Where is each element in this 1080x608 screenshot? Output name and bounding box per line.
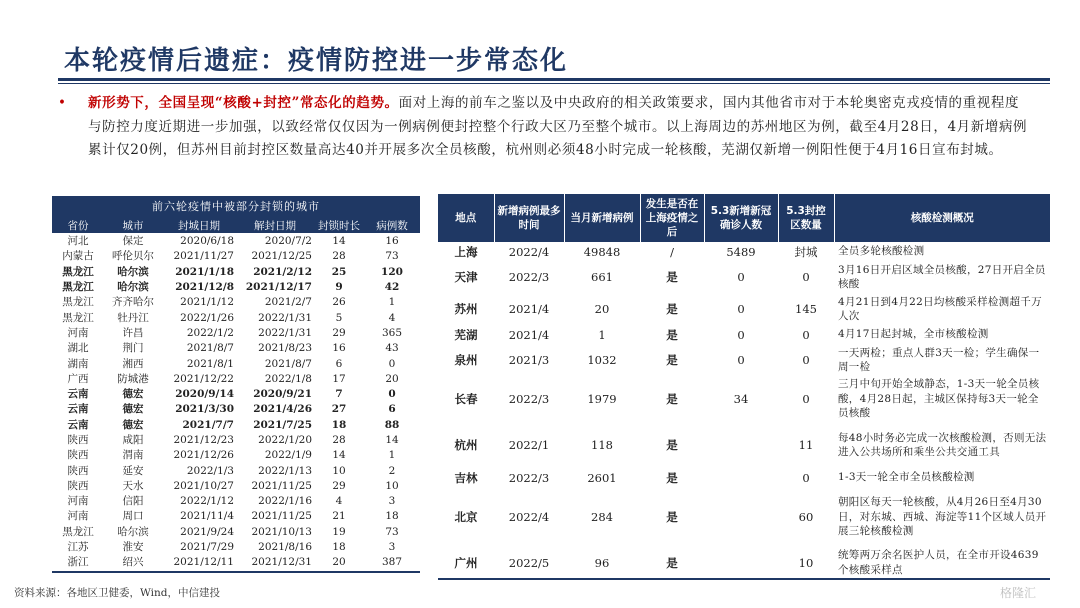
table-cell: 德宏	[122, 418, 144, 431]
table-cell: 21	[332, 510, 346, 523]
table-cell: 防城港	[117, 372, 149, 385]
table-cell: 2021/10/27	[173, 479, 234, 492]
table-cell: 7	[335, 388, 343, 401]
table-cell: 5	[335, 311, 343, 324]
table-cell: 广西	[67, 372, 89, 385]
table-cell: 2022/1	[508, 438, 550, 452]
table-cell: 是	[666, 302, 678, 316]
city-testing-header-cell: 5.3封控区数量	[778, 194, 834, 242]
table-cell: 黑龙江	[62, 281, 94, 294]
table-cell: 2022/3	[508, 392, 550, 406]
table-cell: 60	[798, 510, 814, 524]
table-cell: 广州	[438, 547, 494, 579]
table-cell: 2021/12/23	[173, 434, 234, 446]
table-cell: 20	[314, 555, 364, 571]
city-testing-header-cell: 核酸检测概况	[834, 194, 1050, 242]
table-cell: 73	[385, 525, 399, 538]
table-cell: 0	[737, 327, 745, 342]
table-cell: 每48小时务必完成一次核酸检测，否则无法进入公共场所和乘坐公共交通工具	[838, 431, 1047, 458]
table-cell: 3月16日开启区域全员核酸，27日开启全员核酸	[838, 263, 1046, 290]
table-cell: 2021/2/7	[264, 296, 312, 309]
table-cell: 11	[798, 438, 814, 452]
table-cell: 29	[332, 479, 346, 492]
table-cell: 渭南	[122, 449, 144, 462]
table-cell: 10	[778, 547, 834, 579]
table-cell: 18	[385, 510, 399, 523]
table-cell: 湖北	[67, 342, 89, 355]
table-row	[52, 448, 420, 463]
table-cell: 118	[591, 438, 613, 452]
table-cell: 2020/6/18	[180, 235, 234, 248]
table-cell: 2022/1/9	[264, 449, 312, 462]
table-row	[438, 487, 1050, 547]
table-cell	[704, 468, 778, 487]
table-cell: 2021/8/1	[186, 357, 234, 370]
table-cell	[704, 422, 778, 468]
table-cell: 2022/3	[508, 270, 550, 284]
table-cell: 2021/4	[508, 327, 550, 342]
table-row	[52, 326, 420, 341]
table-cell: 6	[388, 403, 396, 416]
table-cell: 0	[802, 327, 810, 342]
table-cell: 34	[733, 392, 749, 406]
table-cell: 德宏	[122, 388, 144, 401]
table-cell: 0	[802, 392, 810, 406]
table-cell: 0	[737, 270, 745, 284]
table-cell: 是	[666, 392, 678, 406]
table-cell: 云南	[67, 418, 89, 431]
city-testing-header-cell: 5.3新增新冠确诊人数	[704, 194, 778, 242]
table-cell: 1-3天一轮全市全员核酸检测	[838, 471, 975, 484]
table-cell: 周口	[122, 510, 144, 523]
table-cell: 2021/12/11	[162, 555, 236, 571]
table-row	[438, 242, 1050, 261]
watermark-logo: 格隆汇	[1000, 586, 1037, 600]
table-cell: 北京	[454, 510, 478, 524]
table-cell: 2021/1/18	[175, 265, 234, 278]
table-cell: 咸阳	[122, 434, 144, 446]
table-row	[438, 293, 1050, 325]
table-cell: 呼伦贝尔	[112, 250, 154, 263]
table-cell: 28	[332, 250, 346, 263]
table-cell: 三月中旬开始全域静态，1-3天一轮全员核酸，4月28日起，主城区保持每3天一轮全员核酸	[838, 378, 1040, 420]
table-cell: 2021/2/12	[253, 265, 312, 278]
locked-cities-table-panel	[52, 196, 420, 573]
table-row	[52, 540, 420, 555]
table-cell: 2022/1/12	[180, 495, 234, 508]
locked-cities-header-cell: 省份	[52, 218, 104, 234]
locked-cities-table	[52, 218, 420, 573]
table-cell: 一天两检；重点人群3天一检；学生确保一周一检	[838, 346, 1040, 373]
table-cell: 统筹两万余名医护人员，在全市开设4639个核酸采样点	[834, 547, 1050, 579]
table-cell: 河南	[67, 326, 89, 339]
table-cell: 2021/8/7	[264, 357, 312, 370]
table-cell: 河南	[67, 495, 89, 508]
table-cell: 2021/12/22	[173, 372, 234, 385]
table-cell: 齐齐哈尔	[112, 296, 154, 309]
table-cell: 3	[388, 541, 396, 554]
table-cell: 陕西	[67, 449, 89, 462]
table-cell: 2021/4/26	[253, 403, 312, 416]
table-cell: 2022/1/16	[258, 495, 312, 508]
table-cell: 黑龙江	[62, 265, 94, 278]
table-cell: 17	[332, 372, 346, 385]
table-cell: 2021/11/25	[251, 479, 312, 492]
city-testing-header-cell: 新增病例最多时间	[494, 194, 564, 242]
table-row	[52, 234, 420, 250]
table-cell: 江苏	[67, 541, 89, 554]
table-cell: 泉州	[454, 353, 478, 367]
table-row	[52, 463, 420, 478]
table-cell: 4	[335, 495, 343, 508]
table-cell: 2021/7/29	[180, 541, 234, 554]
locked-cities-header-cell: 封锁时长	[314, 218, 364, 234]
table-cell: 上海	[454, 244, 478, 259]
table-cell	[704, 487, 778, 547]
table-cell: 16	[332, 342, 346, 355]
paragraph-body: 面对上海的前车之鉴以及中央政府的相关政策要求，国内其他省市对于本轮奥密克戎疫情的重视程度与防控力度近期进一步加强，以致经常仅仅因为一例病例便封控整个行政大区乃至整个城市。以上海周边的苏州地区为例，截至4月28日，4月新增病例累计仅20例，但苏州目前封控区数量高达40并开展多次全员核酸，杭州则必须48小时完成一轮核酸，芜湖仅新增一例阳性便于4月16日宣布封城。	[88, 95, 1028, 158]
table-cell: 284	[591, 510, 613, 524]
table-cell: 2020/9/21	[253, 388, 312, 401]
table-cell: 29	[332, 326, 346, 339]
table-row	[52, 265, 420, 280]
table-cell: 2021/3/30	[175, 403, 234, 416]
table-cell: 荆门	[122, 342, 144, 355]
table-cell: 2022/3	[508, 470, 550, 485]
table-cell: 2021/1/12	[180, 296, 234, 309]
table-cell: 云南	[67, 388, 89, 401]
table-cell: 3	[388, 495, 396, 508]
table-cell: 1	[388, 296, 396, 309]
table-cell: 是	[666, 438, 678, 452]
table-cell: 28	[332, 434, 346, 446]
table-cell: 2021/11/27	[173, 250, 234, 263]
table-cell: 哈尔滨	[117, 281, 149, 294]
table-cell: 2021/8/16	[258, 541, 312, 554]
table-cell: 浙江	[52, 555, 104, 571]
city-testing-header-row	[438, 194, 1050, 242]
paragraph-lead: 新形势下，全国呈现“核酸+封控”常态化的趋势。	[88, 95, 399, 111]
title-divider-thin	[58, 83, 1050, 84]
table-cell: 2022/1/26	[180, 311, 234, 324]
table-cell: 14	[332, 235, 346, 248]
page-title: 本轮疫情后遗症：疫情防控进一步常态化	[64, 46, 569, 76]
table-row	[52, 402, 420, 417]
table-row	[438, 344, 1050, 376]
table-row	[52, 555, 420, 571]
table-cell: 19	[332, 525, 346, 538]
table-cell: 2022/1/31	[258, 326, 312, 339]
table-cell: 2	[388, 464, 396, 477]
table-cell: 0	[802, 270, 810, 284]
table-cell: 20	[594, 302, 610, 316]
table-cell: 2021/8/23	[258, 342, 312, 355]
table-cell: 18	[331, 418, 347, 431]
table-cell: 1032	[587, 353, 617, 367]
table-cell: 120	[381, 265, 403, 278]
table-cell: 14	[332, 449, 346, 462]
table-cell: 1	[388, 449, 396, 462]
table-cell: 0	[802, 470, 810, 485]
intro-paragraph	[58, 92, 1030, 163]
table-cell: 天津	[454, 270, 478, 284]
table-cell: 黑龙江	[62, 525, 94, 538]
table-row	[52, 494, 420, 509]
table-cell: 0	[737, 353, 745, 367]
locked-cities-header-cell: 封城日期	[162, 218, 236, 234]
table-cell: 2022/1/13	[258, 464, 312, 477]
locked-cities-header-cell: 城市	[104, 218, 162, 234]
table-cell: 2022/1/31	[258, 311, 312, 324]
table-cell: 2021/12/31	[236, 555, 314, 571]
table-row	[438, 468, 1050, 487]
table-cell: 2022/4	[508, 510, 550, 524]
table-cell: 2021/7/7	[182, 418, 234, 431]
table-cell: 73	[385, 250, 399, 263]
table-row	[52, 433, 420, 448]
table-cell: 2021/12/17	[245, 281, 312, 294]
table-row	[52, 418, 420, 433]
city-testing-header-cell: 发生是否在上海疫情之后	[640, 194, 704, 242]
table-cell: 0	[737, 302, 745, 316]
table-row	[52, 341, 420, 356]
table-cell: 365	[381, 326, 403, 339]
city-testing-table	[438, 194, 1050, 580]
table-cell: 49848	[583, 244, 621, 259]
table-cell: 4月17日起封城，全市核酸检测	[838, 328, 989, 341]
table-cell: 18	[332, 541, 346, 554]
table-row	[52, 372, 420, 387]
table-cell: 全员多轮核酸检测	[838, 245, 925, 258]
table-row	[52, 249, 420, 264]
table-cell: 云南	[67, 403, 89, 416]
table-cell: 0	[388, 357, 396, 370]
table-cell: 陕西	[67, 434, 89, 446]
table-cell: 内蒙古	[62, 250, 94, 263]
table-cell: 25	[331, 265, 347, 278]
table-cell: 2022/5	[494, 547, 564, 579]
table-cell: 2021/10/13	[251, 525, 312, 538]
table-cell: 2021/12/8	[175, 281, 234, 294]
table-cell: 5489	[726, 244, 756, 259]
table-cell: 苏州	[454, 302, 478, 316]
table-cell: 42	[384, 281, 400, 294]
table-cell: 哈尔滨	[117, 265, 149, 278]
locked-cities-caption: 前六轮疫情中被部分封锁的城市	[52, 196, 420, 218]
table-cell: 2021/4	[508, 302, 550, 316]
table-row	[52, 280, 420, 295]
table-cell: 湘西	[122, 357, 144, 370]
table-cell: 2021/3	[508, 353, 550, 367]
table-cell: 2021/7/25	[253, 418, 312, 431]
table-cell: 10	[385, 479, 399, 492]
table-cell: /	[670, 244, 674, 259]
table-cell: 是	[666, 327, 678, 342]
table-cell: 2022/1/3	[186, 464, 234, 477]
table-cell: 9	[335, 281, 343, 294]
city-testing-header-cell: 地点	[438, 194, 494, 242]
table-cell: 河北	[67, 235, 89, 248]
table-cell: 2020/9/14	[175, 388, 234, 401]
table-cell: 2601	[587, 470, 617, 485]
source-note: 资料来源：各地区卫健委，Wind，中信建投	[14, 587, 220, 599]
table-cell: 是	[666, 510, 678, 524]
table-cell: 0	[388, 388, 396, 401]
table-row	[438, 325, 1050, 344]
table-cell: 14	[385, 434, 399, 446]
table-cell: 黑龙江	[62, 296, 94, 309]
table-cell: 陕西	[67, 479, 89, 492]
table-cell: 是	[666, 470, 678, 485]
table-cell: 6	[335, 357, 343, 370]
table-cell: 2021/8/7	[186, 342, 234, 355]
table-cell: 2022/1/8	[264, 372, 312, 385]
table-cell: 20	[385, 372, 399, 385]
table-row	[52, 387, 420, 402]
table-cell: 保定	[122, 235, 144, 248]
table-cell: 27	[331, 403, 347, 416]
table-cell: 387	[364, 555, 420, 571]
table-cell: 2021/9/24	[180, 525, 234, 538]
table-cell: 0	[802, 353, 810, 367]
table-cell: 天水	[122, 479, 144, 492]
table-row	[52, 479, 420, 494]
table-cell: 牡丹江	[117, 311, 149, 324]
table-cell: 2021/12/26	[173, 449, 234, 462]
table-cell: 661	[591, 270, 613, 284]
table-row	[438, 547, 1050, 579]
table-cell: 杭州	[454, 438, 478, 452]
table-cell: 43	[385, 342, 399, 355]
table-cell: 2022/1/20	[258, 434, 312, 446]
table-cell: 88	[384, 418, 400, 431]
table-cell: 2021/11/4	[180, 510, 234, 523]
table-cell: 吉林	[454, 470, 478, 485]
table-cell: 芜湖	[454, 327, 478, 342]
table-row	[438, 376, 1050, 422]
table-cell: 2020/7/2	[264, 235, 312, 248]
table-cell: 湖南	[67, 357, 89, 370]
table-cell: 10	[332, 464, 346, 477]
table-cell: 封城	[794, 244, 818, 259]
locked-cities-header-cell: 病例数	[364, 218, 420, 234]
title-divider	[58, 78, 1050, 81]
table-row	[438, 261, 1050, 293]
table-row	[52, 295, 420, 310]
table-cell: 淮安	[122, 541, 144, 554]
table-cell: 是	[666, 270, 678, 284]
table-row	[52, 509, 420, 524]
table-cell: 信阳	[122, 495, 144, 508]
table-cell: 绍兴	[104, 555, 162, 571]
table-cell	[704, 547, 778, 579]
table-cell: 陕西	[67, 464, 89, 477]
table-cell: 2021/11/25	[251, 510, 312, 523]
table-cell: 黑龙江	[62, 311, 94, 324]
table-cell: 2022/1/2	[186, 326, 234, 339]
table-cell: 朝阳区每天一轮核酸，从4月26日至4月30日，对东城、西城、海淀等11个区域人员开展三轮核酸检测	[838, 496, 1047, 538]
table-row	[52, 310, 420, 325]
table-cell: 1	[598, 327, 606, 342]
city-testing-header-cell: 当月新增病例	[564, 194, 640, 242]
table-cell: 哈尔滨	[117, 525, 149, 538]
table-row	[52, 525, 420, 540]
table-cell: 许昌	[122, 326, 144, 339]
table-cell: 4	[388, 311, 396, 324]
table-row	[52, 356, 420, 371]
table-cell: 2021/12/25	[251, 250, 312, 263]
table-cell: 德宏	[122, 403, 144, 416]
table-cell: 1979	[587, 392, 617, 406]
table-cell: 延安	[122, 464, 144, 477]
table-cell: 16	[385, 235, 399, 248]
table-cell: 是	[640, 547, 704, 579]
table-cell: 是	[666, 353, 678, 367]
locked-cities-header-cell: 解封日期	[236, 218, 314, 234]
table-cell: 96	[564, 547, 640, 579]
bullet-icon: •	[58, 95, 67, 111]
locked-cities-header-row	[52, 218, 420, 234]
table-cell: 2022/4	[508, 244, 550, 259]
table-cell: 145	[795, 302, 817, 316]
table-cell: 26	[332, 296, 346, 309]
table-row	[438, 422, 1050, 468]
table-cell: 4月21日到4月22日均核酸采样检测超千万人次	[838, 295, 1042, 322]
table-cell: 河南	[67, 510, 89, 523]
table-cell: 长春	[454, 392, 478, 406]
